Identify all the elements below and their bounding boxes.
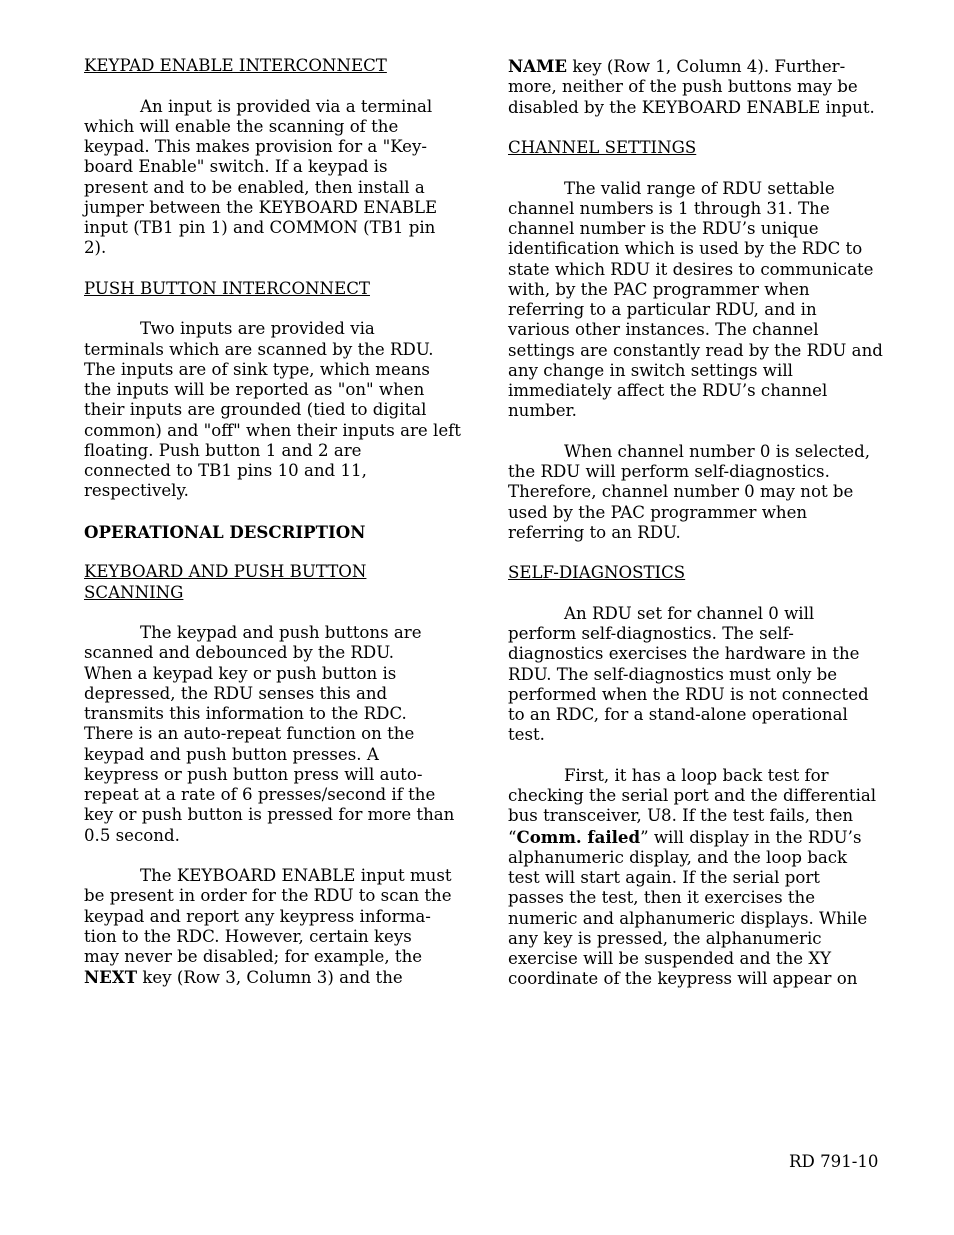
channel-settings-paragraph: The valid range of RDU settable channel numbers is 1 through 31. The channel number is the RDU’s unique identification which is used by the RDC to state which RDU it desires to communicate with, by the PAC programmer when referring to a particular RDU, and in various other instances. The channel settings are constantly read by the RDU and any change in switch settings will immediately affect the RDU’s channel number. — [508, 178, 883, 421]
push-button-heading: PUSH BUTTON INTERCONNECT — [84, 278, 370, 298]
comm-failed-label: Comm. failed — [516, 826, 641, 847]
scanning-heading: KEYBOARD AND PUSH BUTTON SCANNING — [84, 562, 367, 602]
scanning-paragraph: The keypad and push buttons are scanned and debounced by the RDU. When a keypad key or push button is depressed, the RDU senses this and transmits this information to the RDC. There is an auto-repeat function on the keypad and push button presses. A keypress or push button press will auto- repeat at a rate of 6 presses/second if the key or push button is pressed for more than 0.5 second. — [84, 623, 455, 845]
keyboard-enable-text: The KEYBOARD ENABLE input must be present in order for the RDU to scan the keypad and report any keypress informa- tion to the RDC. However, certain keys may never be disabled; for example, the — [84, 866, 452, 966]
keypad-enable-paragraph: An input is provided via a terminal which will enable the scanning of the keypad. This makes provision for a "Key- board Enable" switch. If a keypad is present and to be enabled, then install a jumper between the KEYBOARD ENABLE input (TB1 pin 1) and COMMON (TB1 pin 2). — [84, 96, 438, 258]
loop-back-text-b: ” will display in the RDU’s alphanumeric display, and the loop back test will start again. If the serial port passes the test, then it exercises the numeric and alphanumeric displays. While any key is pressed, the alphanumeric exercise will be suspended and the XY coordinate of the keypress will appear on — [508, 827, 868, 989]
loop-back-text-a: First, it has a loop back test for checking the serial port and the differential bus transceiver, U8. If the test fails, then “ — [508, 765, 877, 847]
push-button-paragraph: Two inputs are provided via terminals which are scanned by the RDU. The inputs are of sink type, which means the inputs will be reported as "on" when their inputs are grounded (tied to digital common) and "off" when their inputs are left floating. Push button 1 and 2 are connected to TB1 pins 10 and 11, respectively. — [84, 319, 461, 501]
self-diagnostics-heading: SELF-DIAGNOSTICS — [508, 563, 686, 583]
right-column — [508, 56, 888, 1010]
name-key-label: NAME — [508, 56, 568, 76]
name-key-paragraph — [508, 56, 888, 118]
name-key-rest: key (Row 1, Column 4). Further- more, neither of the push buttons may be disabled by the KEYBOARD ENABLE input. — [508, 57, 875, 117]
loop-back-paragraph — [508, 766, 888, 990]
left-column — [84, 56, 464, 1009]
keypad-enable-heading: KEYPAD ENABLE INTERCONNECT — [84, 56, 387, 75]
operational-description-heading: OPERATIONAL DESCRIPTION — [84, 521, 366, 542]
channel-zero-paragraph: When channel number 0 is selected, the RDU will perform self-diagnostics. Therefore, channel number 0 may not be used by the PAC programmer when referring to an RDU. — [508, 441, 871, 542]
next-key-label: NEXT — [84, 967, 138, 988]
keyboard-enable-paragraph — [84, 866, 464, 989]
self-diagnostics-paragraph: An RDU set for channel 0 will perform self-diagnostics. The self- diagnostics exercises the hardware in the RDU. The self-diagnostics must only be performed when the RDU is not connected to an RDC, for a stand-alone operational test. — [508, 603, 869, 745]
page-number: RD 791-10 — [789, 1152, 879, 1171]
next-key-rest: key (Row 3, Column 3) and the — [137, 968, 403, 988]
channel-settings-heading: CHANNEL SETTINGS — [508, 138, 697, 157]
